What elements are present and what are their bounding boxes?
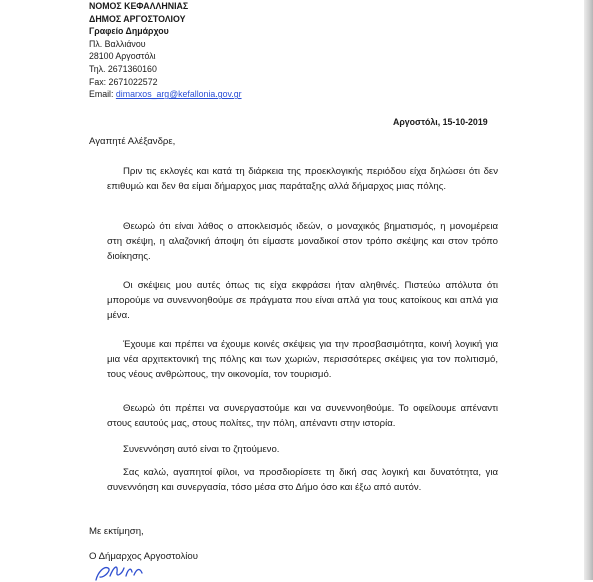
- letterhead-postal: 28100 Αργοστόλι: [89, 51, 156, 62]
- letterhead-fax: Fax: 2671022572: [89, 76, 158, 87]
- paragraph-2: Θεωρώ ότι είναι λάθος ο αποκλεισμός ιδεών, ο μοναχικός βηματισμός, η μονομέρεια στη σκέψη, η αλαζονική άποψη ότι είμαστε μοναδικοί στον τρόπο σκέψης και στον τρόπο διοίκησης.: [107, 221, 498, 263]
- page-edge-shadow: [584, 0, 593, 580]
- paragraph-1: Πριν τις εκλογές και κατά τη διάρκεια της προεκλογικής περιόδου είχα δηλώσει ότι δεν επιθυμώ και δεν θα είμαι δήμαρχος μιας παράταξης αλλά δήμαρχος μιας πόλης.: [107, 166, 498, 193]
- paragraph-4: Έχουμε και πρέπει να έχουμε κοινές σκέψεις για την προσβασιμότητα, κοινή λογική για μια νέα αρχιτεκτονική της πόλης και των χωριών, περισσότερες σκέψεις για τον πολιτισμό, τους νέους ανθρώπους, την οικονομία, τον τουρισμό.: [107, 339, 498, 381]
- paragraph-3: Οι σκέψεις μου αυτές όπως τις είχα εκφράσει ήταν αληθινές. Πιστεύω απόλυτα ότι μπορούμε να συνεννοηθούμε σε πράγματα που είναι απλά για τους κατοίκους και απλά για μένα.: [107, 280, 498, 322]
- handwritten-signature: [90, 560, 150, 582]
- signatory-title: Ο Δήμαρχος Αργοστολίου: [89, 551, 198, 562]
- letterhead-email-line: [89, 88, 242, 101]
- paragraph-7: Σας καλώ, αγαπητοί φίλοι, να προσδιορίσετε τη δική σας λογική και δυνατότητα, για συνεννόηση και συνεργασία, τόσο μέσα στο Δήμο όσο και έξω από αυτόν.: [107, 467, 498, 494]
- paragraph-6: Συνεννόηση αυτό είναι το ζητούμενο.: [123, 444, 280, 455]
- letterhead-municipality: ΔΗΜΟΣ ΑΡΓΟΣΤΟΛΙΟΥ: [89, 13, 186, 24]
- letterhead-address: Πλ. Βαλλιάνου: [89, 38, 146, 49]
- letterhead-office: Γραφείο Δημάρχου: [89, 26, 169, 37]
- letterhead-phone: Τηλ. 2671360160: [89, 63, 157, 74]
- email-label: Email:: [89, 89, 114, 100]
- closing: Με εκτίμηση,: [89, 526, 144, 537]
- letterhead-prefecture: ΝΟΜΟΣ ΚΕΦΑΛΛΗΝΙΑΣ: [89, 1, 189, 11]
- letterhead: [89, 0, 242, 101]
- letter-date: Αργοστόλι, 15-10-2019: [393, 117, 488, 127]
- email-link[interactable]: dimarxos_arg@kefallonia.gov.gr: [115, 89, 242, 100]
- salutation: Αγαπητέ Αλέξανδρε,: [89, 136, 176, 147]
- paragraph-5: Θεωρώ ότι πρέπει να συνεργαστούμε και να συνεννοηθούμε. Το οφείλουμε απέναντι στους εαυτούς μας, στους πολίτες, την πόλη, απέναντι στην ιστορία.: [107, 403, 498, 430]
